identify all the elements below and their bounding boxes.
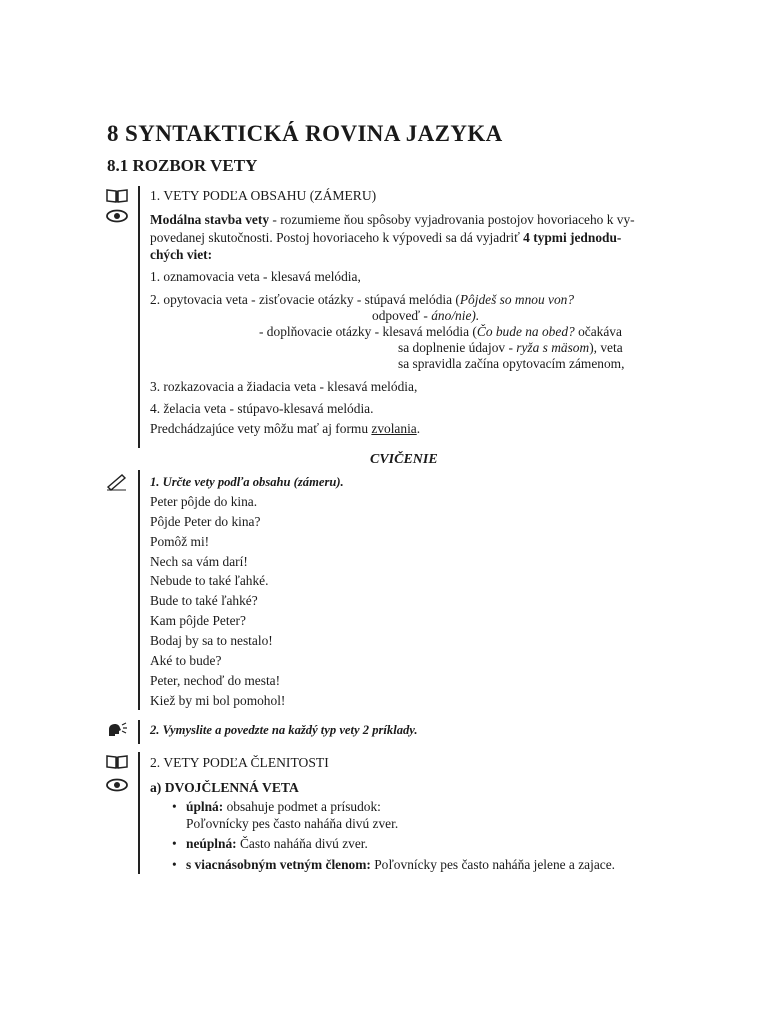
section-title: 8.1 ROZBOR VETY (107, 156, 258, 175)
exercise-sentence: Kam pôjde Peter? (150, 613, 246, 628)
list-item-3: 3. rozkazovacia a žiadacia veta - klesavá melódia, (150, 379, 418, 394)
exercise-sentence: Kiež by mi bol pomohol! (150, 693, 286, 708)
exercise-sentence: Bude to také ľahké? (150, 593, 258, 608)
book-icon (106, 754, 128, 770)
eye-icon (106, 778, 128, 792)
margin-rule (138, 752, 140, 874)
eye-icon (106, 209, 128, 223)
text: očakáva (574, 324, 622, 339)
example-sentence: Poľovnícky pes často naháňa divú zver. (186, 816, 399, 831)
example: Pôjdeš so mnou von? (459, 292, 575, 307)
list-item-2-sub-line3: sa spravidla začína opytovacím zámenom, (398, 356, 625, 371)
example: Čo bude na obed? (476, 324, 575, 339)
modal-definition-line3: chých viet: (150, 247, 213, 262)
exercise-sentence: Pôjde Peter do kina? (150, 514, 261, 529)
exercise-task-1: 1. Určte vety podľa obsahu (zámeru). (150, 475, 344, 489)
text: obsahuje podmet a prísudok: (223, 799, 381, 814)
exercise-sentence: Nebude to také ľahké. (150, 573, 269, 588)
speaking-head-icon (106, 720, 128, 738)
text: sa doplnenie údajov - (398, 340, 517, 355)
exercise-sentence: Bodaj by sa to nestalo! (150, 633, 273, 648)
list-item-1: 1. oznamovacia veta - klesavá melódia, (150, 269, 361, 284)
text: - doplňovacie otázky - klesavá melódia ( (259, 324, 477, 339)
margin-rule (138, 186, 140, 448)
underlined-term: zvolania (371, 421, 417, 436)
example: áno/nie). (431, 308, 480, 323)
list-item (186, 798, 381, 816)
modal-definition-line2 (150, 229, 621, 247)
section1-heading: 1. VETY PODĽA OBSAHU (ZÁMERU) (150, 188, 377, 203)
exercise-sentence: Peter pôjde do kina. (150, 494, 258, 509)
text: ), veta (589, 340, 623, 355)
book-icon (106, 188, 128, 204)
text: Predchádzajúce vety môžu mať aj formu (150, 421, 372, 436)
section2-heading: 2. VETY PODĽA ČLENITOSTI (150, 755, 329, 770)
term: neúplná: (186, 836, 237, 851)
page-title: 8 SYNTAKTICKÁ ROVINA JAZYKA (107, 121, 503, 146)
exercise-sentence: Nech sa vám darí! (150, 554, 248, 569)
text: Poľovnícky pes často naháňa jelene a zajace. (370, 857, 616, 872)
bold-text: 4 typmi jednodu- (523, 230, 622, 245)
exercise-heading: CVIČENIE (370, 452, 438, 467)
list-item (186, 835, 368, 853)
modal-definition-line1 (150, 211, 635, 229)
exercise-sentence: Peter, nechoď do mesta! (150, 673, 281, 688)
list-item (186, 856, 615, 874)
subsection-a-heading: a) DVOJČLENNÁ VETA (150, 780, 299, 795)
text: odpoveď - (372, 308, 432, 323)
term: úplná: (186, 799, 224, 814)
text: 2. opytovacia veta - zisťovacie otázky - stúpavá melódia ( (150, 292, 460, 307)
term: s viacnásobným vetným členom: (186, 857, 371, 872)
text: Často naháňa divú zver. (236, 836, 368, 851)
list-item-2 (150, 291, 574, 309)
modal-term: Modálna stavba vety (150, 212, 270, 227)
list-item-4: 4. želacia veta - stúpavo-klesavá melódia. (150, 401, 374, 416)
exercise-sentence: Aké to bude? (150, 653, 222, 668)
form-note (150, 420, 420, 438)
text: povedanej skutočnosti. Postoj hovoriaceho k výpovedi sa dá vyjadriť (150, 230, 524, 245)
example: ryža s mäsom (516, 340, 590, 355)
pencil-icon (106, 473, 128, 491)
exercise-task-2: 2. Vymyslite a povedzte na každý typ vety 2 príklady. (150, 723, 418, 737)
text: . (416, 421, 421, 436)
modal-def: - rozumieme ňou spôsoby vyjadrovania postojov hovoriaceho k vy- (269, 212, 635, 227)
margin-rule (138, 720, 140, 744)
exercise-sentence: Pomôž mi! (150, 534, 210, 549)
margin-rule (138, 470, 140, 710)
